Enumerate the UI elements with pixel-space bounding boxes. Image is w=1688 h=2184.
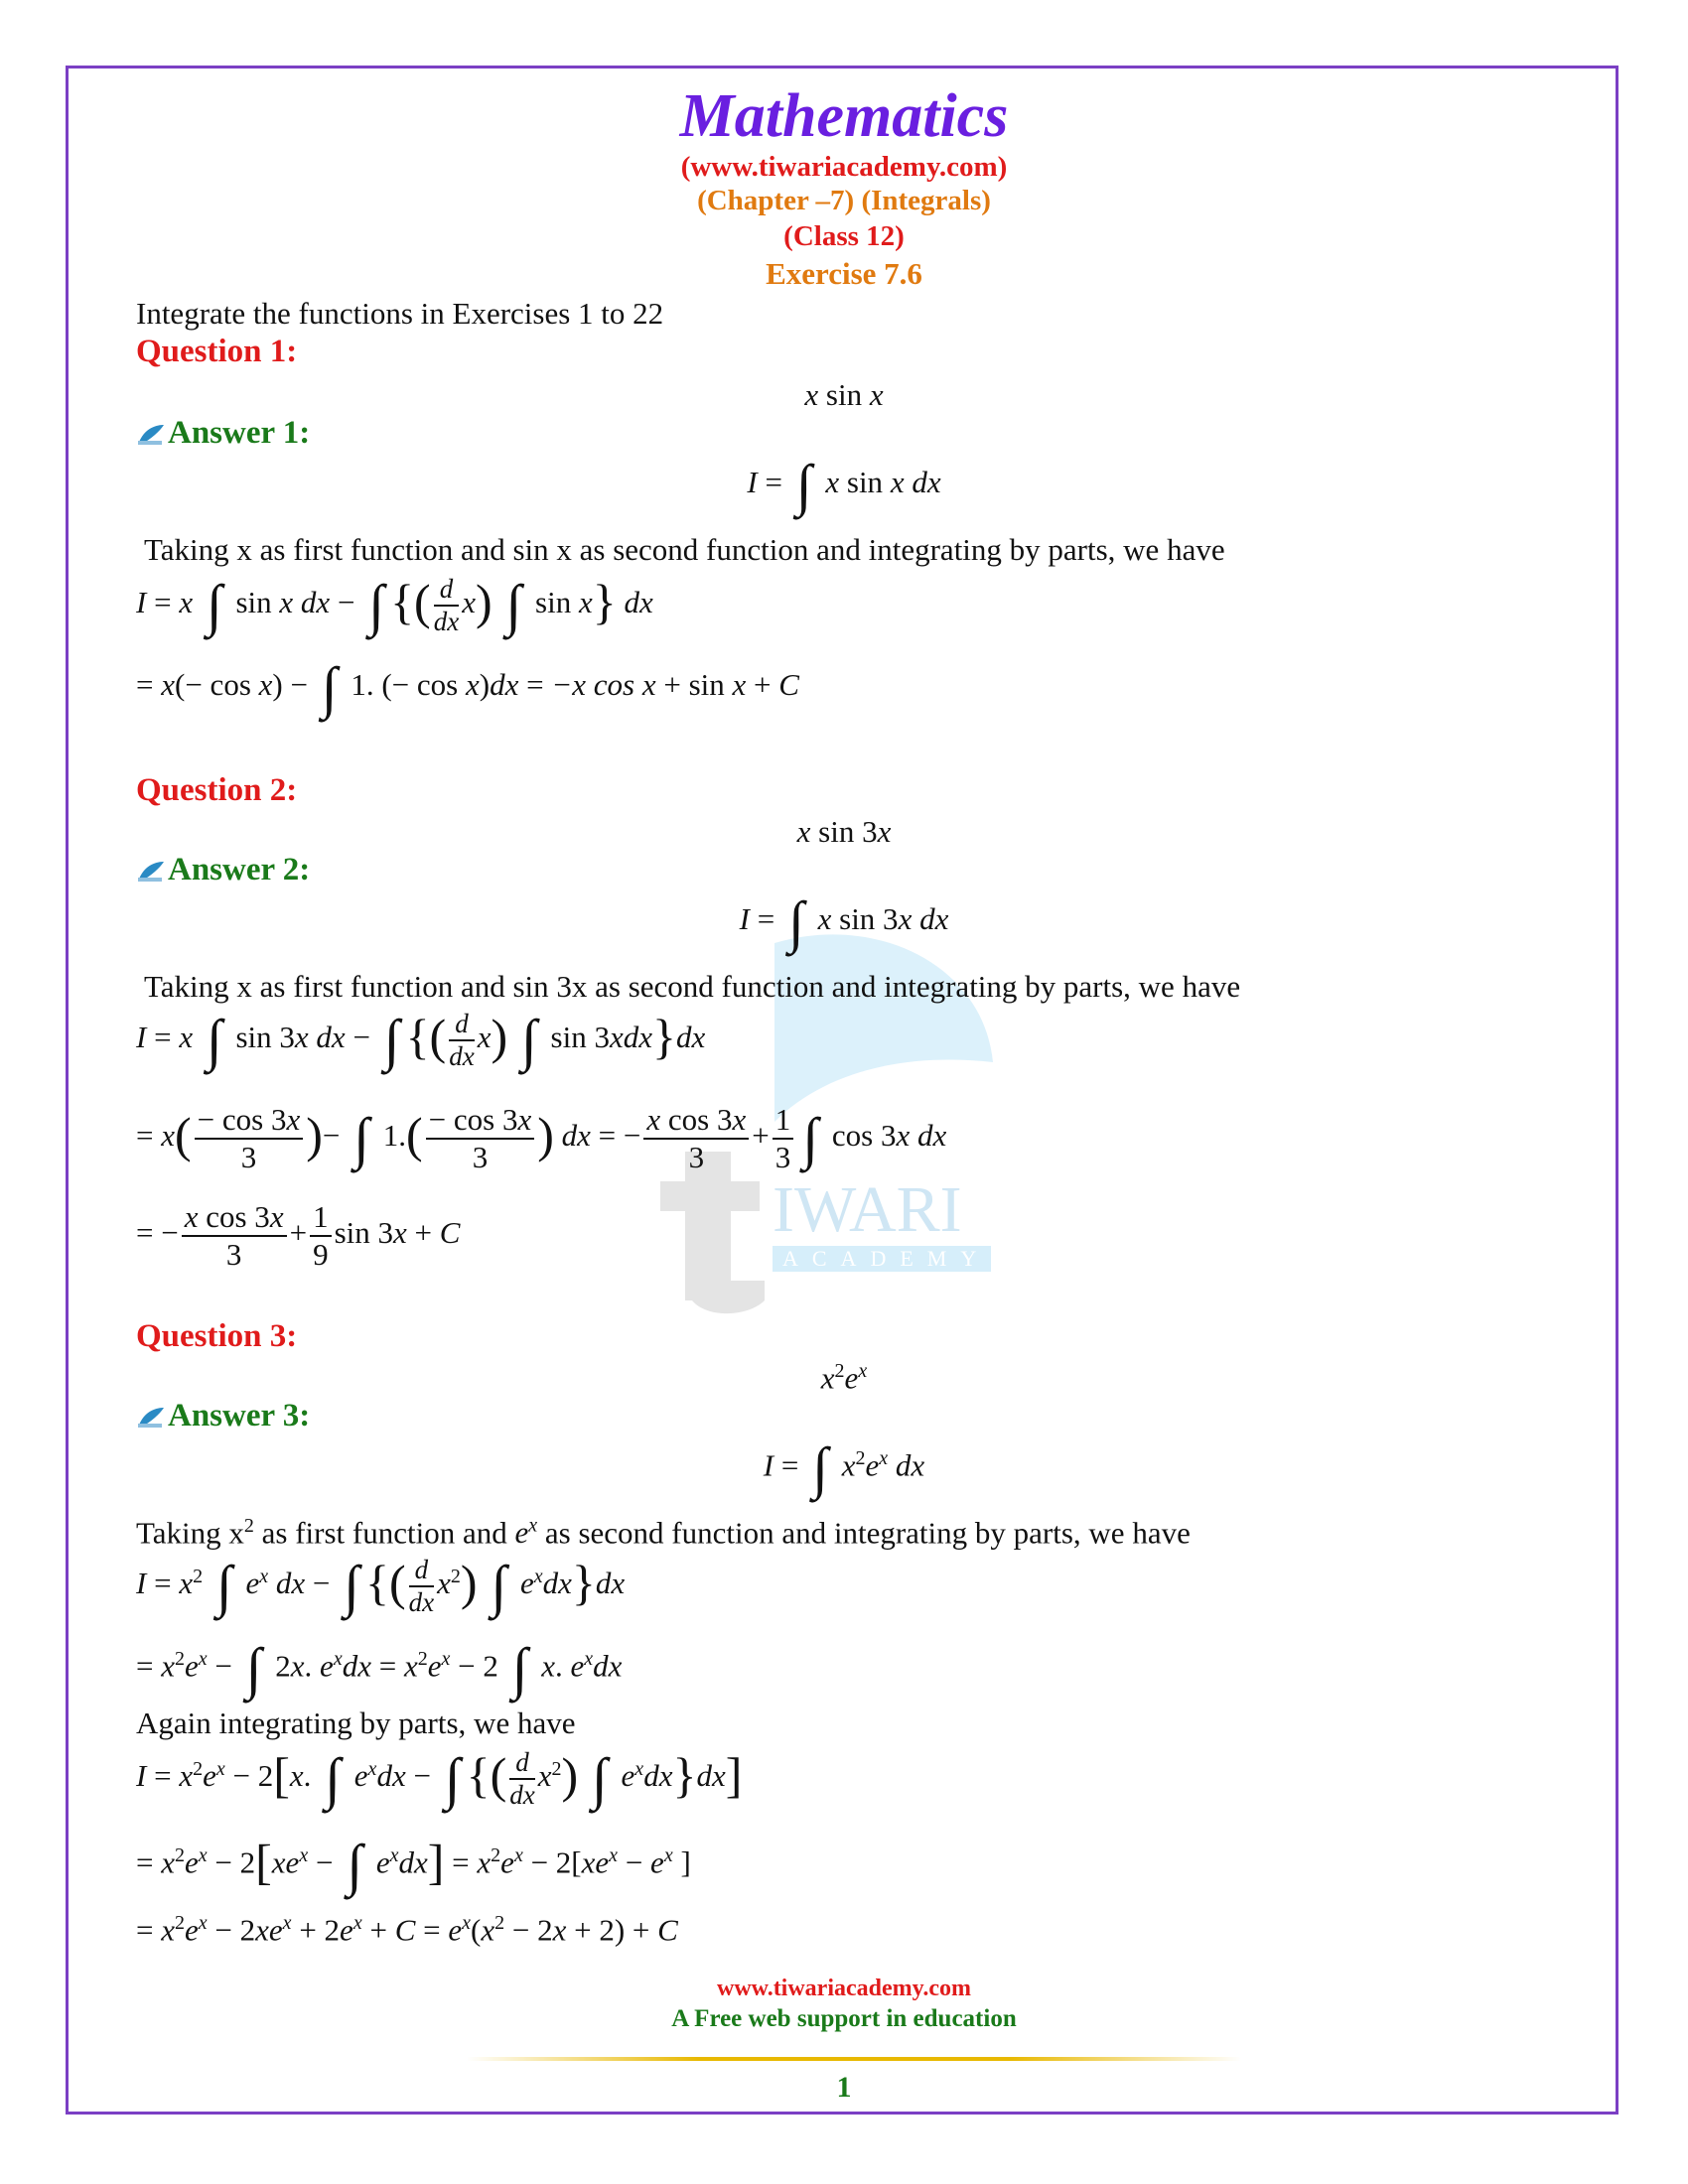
answer-2-text: Answer 2: [168,852,311,887]
answer-1-label [136,415,310,452]
answer-1-text: Answer 1: [168,415,311,451]
watermark-sub-text: ACADEMY [782,1246,991,1271]
answer-2-label [136,852,310,888]
answer-2-step-1: I = x ∫ sin 3x dx − ∫ {( $\frac{d}{dx}$ x) ∫ sin 3xdx}dx [136,1008,706,1073]
footer-tagline: A Free web support in education [671,2005,1017,2032]
header-website: (www.tiwariacademy.com) [680,151,1008,183]
answer-3-text: Answer 3: [168,1398,311,1433]
answer-3-step-4: = $x^2e^x - 2[xe^x$ − ∫ $e^xdx] = x^2e^x - 2[xe^x - e^x$ ] [136,1833,691,1898]
pen-icon [136,1406,166,1430]
header-class: (Class 12) [783,220,905,252]
question-1-problem: x sin x [804,377,884,412]
answer-3-label [136,1398,310,1434]
pen-icon [136,860,166,884]
answer-3-step-2: = $x^2e^x$ − ∫ 2x. $e^xdx = x^2e^x - 2$ ∫ x. $e^xdx$ [136,1636,623,1702]
question-3-label: Question 3: [136,1318,298,1354]
header-chapter: (Chapter –7) (Integrals) [697,185,991,216]
answer-3-explanation: Taking $x^2$ as first function and $e^x$ as second function and integrating by parts, we have [136,1515,1191,1551]
answer-1-setup: I = ∫ x sin x dx [747,453,941,517]
footer-website: www.tiwariacademy.com [717,1976,971,2001]
answer-3-setup: I = ∫ $x^2e^x$ dx [763,1435,925,1501]
answer-1-explanation: Taking x as first function and sin x as second function and integrating by parts, we have [144,532,1225,567]
answer-1-step-2: = x(− cos x) − ∫ 1. (− cos x)dx = −x cos x + sin x + C [136,655,799,720]
answer-1-step-1: I = x ∫ sin x dx − ∫ {( $\frac{d}{dx}$ x) ∫ sin x} dx [136,573,653,638]
watermark-main-text: IWARI [773,1173,962,1246]
pen-icon [136,423,166,447]
header-exercise: Exercise 7.6 [766,256,922,291]
answer-3-step-5: = $x^2e^x - 2xe^x + 2e^x + C = e^x(x^2 - 2x + 2) + C$ [136,1912,678,1948]
answer-3-step-1: $I = x^2$ ∫ $e^x$ dx − ∫ {( $\frac{d}{dx}$ $x^2$) ∫ $e^xdx\}dx$ [136,1554,626,1619]
question-3-problem: $x^2e^x$ [820,1360,868,1396]
answer-3-again: Again integrating by parts, we have [136,1706,576,1740]
intro-text: Integrate the functions in Exercises 1 to 22 [136,296,664,331]
answer-3-step-3: $I = x^2e^x - 2[x$. ∫ $e^xdx$ − ∫ {( $\frac{d}{dx}$ $x^2$) ∫ $e^xdx\}dx$] [136,1746,743,1812]
answer-2-setup: I = ∫ x sin 3x dx [739,889,949,954]
question-1-label: Question 1: [136,334,298,369]
answer-2-step-2: = x( $\frac{- \cos 3x}{3}$ )− ∫ 1.( $\frac{- \cos 3x}{3}$ ) dx = − $\frac{\text{x cos 3x}}{3}$ + $\frac{1}{3}$ ∫ cos 3x dx [136,1102,947,1174]
question-2-problem: x sin 3x [796,814,892,849]
page-title: Mathematics [679,82,1009,150]
footer-divider [467,2057,1241,2061]
page-number: 1 [836,2071,852,2104]
question-2-label: Question 2: [136,772,298,808]
answer-2-explanation: Taking x as first function and sin 3x as second function and integrating by parts, we have [144,969,1241,1004]
answer-2-step-3: = − $\frac{\text{x cos 3x}}{3}$ + $\frac{1}{9}$ sin 3x + C [136,1199,461,1272]
